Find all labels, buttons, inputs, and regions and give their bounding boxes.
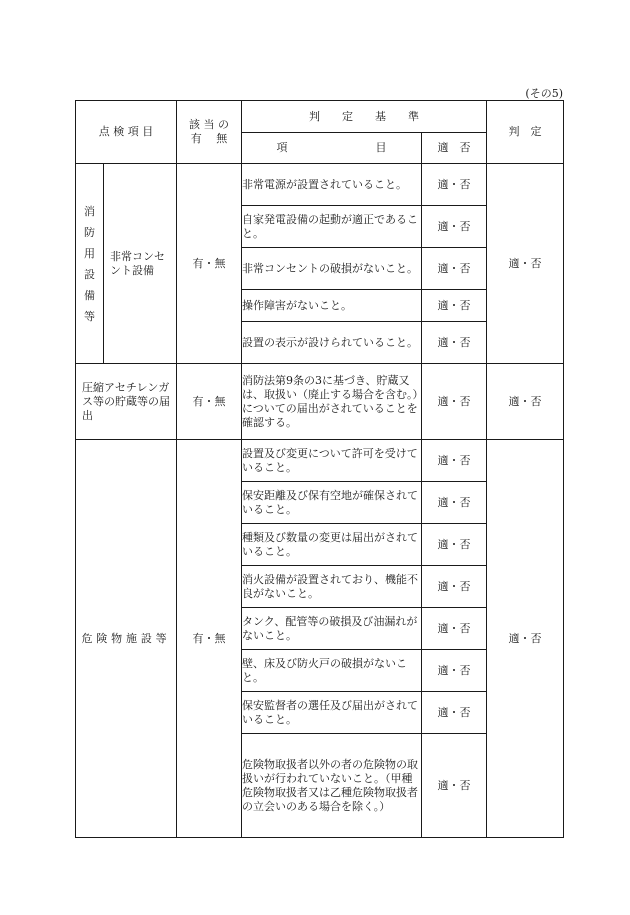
criteria-text: 種類及び数量の変更は届出がされていること。	[242, 524, 422, 566]
category-char: 等	[84, 309, 95, 323]
category-char: 用	[84, 246, 95, 260]
criteria-text: 自家発電設備の起動が適正であること。	[242, 206, 422, 248]
criteria-mark[interactable]: 適・否	[422, 164, 487, 206]
category-cell	[76, 164, 104, 364]
criteria-text: 操作障害がないこと。	[242, 290, 422, 322]
criteria-text: 危険物取扱者以外の者の危険物の取扱いが行われていないこと。（甲種危険物取扱者又は乙種危険物取扱者の立会いのある場合を除く。）	[242, 734, 422, 838]
category-char: 消	[84, 204, 95, 218]
presence-cell: 有・無	[177, 440, 242, 838]
criteria-text: タンク、配管等の破損及び油漏れがないこと。	[242, 608, 422, 650]
item-cell: 非常コンセント設備	[104, 164, 177, 364]
criteria-text: 設置及び変更について許可を受けていること。	[242, 440, 422, 482]
criteria-text: 消防法第9条の3に基づき、貯蔵又は、取扱い（廃止する場合を含む。）についての届出がされていることを確認する。	[242, 364, 422, 440]
criteria-mark[interactable]: 適・否	[422, 482, 487, 524]
criteria-text: 保安距離及び保有空地が確保されていること。	[242, 482, 422, 524]
criteria-text: 非常コンセントの破損がないこと。	[242, 248, 422, 290]
table-row	[76, 364, 564, 440]
header-judgment: 判 定	[487, 101, 564, 164]
criteria-mark[interactable]: 適・否	[422, 290, 487, 322]
criteria-text: 壁、床及び防火戸の破損がないこと。	[242, 650, 422, 692]
item-cell: 圧縮アセチレンガス等の貯蔵等の届出	[76, 364, 177, 440]
presence-cell: 有・無	[177, 164, 242, 364]
header-applicable	[177, 101, 242, 164]
criteria-mark[interactable]: 適・否	[422, 364, 487, 440]
criteria-mark[interactable]: 適・否	[422, 524, 487, 566]
header-criteria-fit: 適 否	[422, 133, 487, 164]
item-label: 危険物施設等	[81, 631, 171, 645]
criteria-text: 保安監督者の選任及び届出がされていること。	[242, 692, 422, 734]
header-applicable-line1: 該 当 の	[189, 118, 229, 131]
criteria-text: 非常電源が設置されていること。	[242, 164, 422, 206]
criteria-mark[interactable]: 適・否	[422, 608, 487, 650]
item-cell	[76, 440, 177, 838]
header-criteria: 判 定 基 準	[242, 101, 487, 133]
header-row-1	[76, 101, 564, 133]
category-char: 備	[84, 288, 95, 302]
judgment-cell[interactable]: 適・否	[487, 164, 564, 364]
criteria-text: 設置の表示が設けられていること。	[242, 322, 422, 364]
criteria-text: 消火設備が設置されており、機能不良がないこと。	[242, 566, 422, 608]
header-applicable-line2: 有 無	[190, 132, 228, 145]
page-label: (その5)	[525, 87, 563, 100]
inspection-table	[75, 100, 564, 838]
presence-cell: 有・無	[177, 364, 242, 440]
category-char: 防	[84, 225, 95, 239]
table-row	[76, 440, 564, 482]
criteria-mark[interactable]: 適・否	[422, 206, 487, 248]
criteria-mark[interactable]: 適・否	[422, 566, 487, 608]
judgment-cell[interactable]: 適・否	[487, 440, 564, 838]
criteria-mark[interactable]: 適・否	[422, 440, 487, 482]
criteria-mark[interactable]: 適・否	[422, 734, 487, 838]
table-row	[76, 164, 564, 206]
category-char: 設	[84, 267, 95, 281]
judgment-cell[interactable]: 適・否	[487, 364, 564, 440]
criteria-mark[interactable]: 適・否	[422, 248, 487, 290]
criteria-mark[interactable]: 適・否	[422, 322, 487, 364]
criteria-mark[interactable]: 適・否	[422, 650, 487, 692]
header-inspection-item: 点 検 項 目	[76, 101, 177, 164]
header-criteria-item: 項 目	[242, 133, 422, 164]
criteria-mark[interactable]: 適・否	[422, 692, 487, 734]
